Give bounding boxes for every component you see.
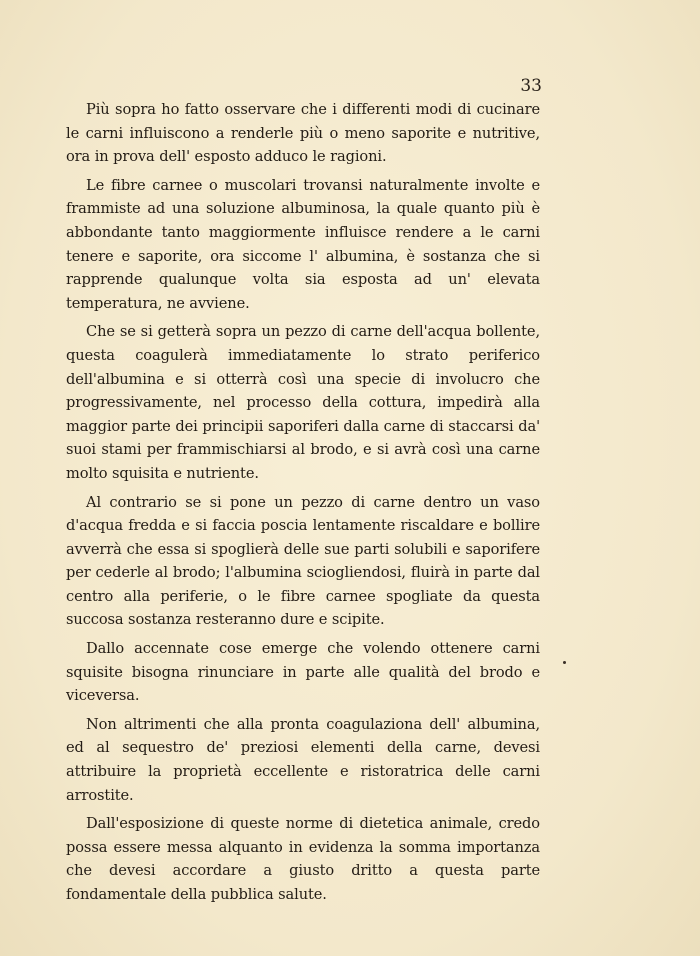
paragraph-7: Dall'esposizione di queste norme di dietetica animale, credo possa essere messa alquanto in evidenza la somma importanza che devesi accordare a giusto dritto a questa parte fondamentale della pubblica salute. — [66, 815, 540, 903]
paragraph-4: Al contrario se si pone un pezzo di carne dentro un vaso d'acqua fredda e si faccia poscia lentamente riscaldare e bollire avverrà che essa si spoglierà delle sue parti solubili e saporifere per cederle al brodo; l'albumina sciogliendosi, fluirà in parte dal centro alla periferie, o le fibre carnee spogliate da questa succosa sostanza resteranno dure e scipite. — [66, 493, 540, 629]
paragraph-6: Non altrimenti che alla pronta coagulaziona dell' albumina, ed al sequestro de' preziosi elementi della carne, devesi attribuire la proprietà eccellente e ristoratrica delle carni arrostite. — [66, 715, 540, 804]
page-number: 33 — [520, 76, 542, 96]
ink-speck — [563, 661, 566, 664]
body-text — [66, 98, 540, 912]
paragraph-3: Che se si getterà sopra un pezzo di carne dell'acqua bollente, questa coagulerà immediatamente lo strato periferico dell'albumina e si otterrà così una specie di involucro che progressivamente, nel processo della cottura, impedirà alla maggior parte dei principii saporiferi dalla carne di staccarsi da' suoi stami per frammischiarsi al brodo, e si avrà così una carne molto squisita e nutriente. — [66, 323, 540, 482]
paragraph-1: Più sopra ho fatto osservare che i differenti modi di cucinare le carni influiscono a renderle più o meno saporite e nutritive, ora in prova dell' esposto adduco le ragioni. — [66, 101, 540, 166]
paragraph-2: Le fibre carnee o muscolari trovansi naturalmente involte e frammiste ad una soluzione albuminosa, la quale quanto più è abbondante tanto maggiormente influisce rendere a le carni tenere e saporite, ora siccome l' albumina, è sostanza che si rapprende qualunque volta sia esposta ad un' elevata temperatura, ne avviene. — [66, 176, 540, 312]
paragraph-5: Dallo accennate cose emerge che volendo ottenere carni squisite bisogna rinunciare in parte alle qualità del brodo e viceversa. — [66, 640, 540, 705]
